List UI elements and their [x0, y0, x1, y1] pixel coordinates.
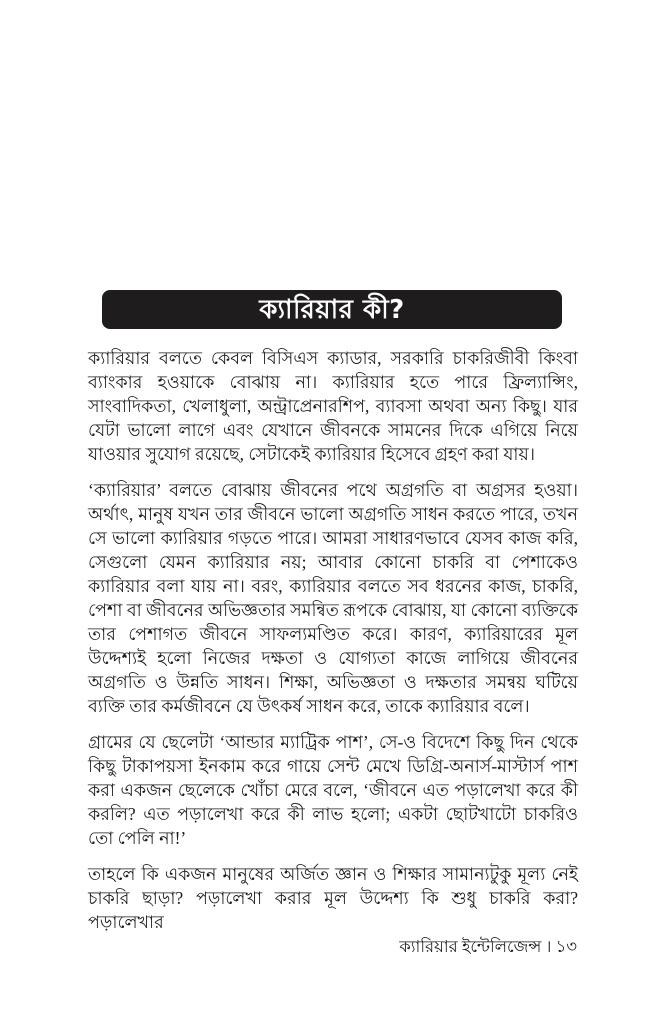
chapter-title-bar [102, 290, 562, 329]
footer-separator: । [541, 937, 556, 956]
paragraph-3: গ্রামের যে ছেলেটা ‘আন্ডার ম্যাট্রিক পাশ’, সে-ও বিদেশে কিছু দিন থেকে কিছু টাকাপয়সা ইনকাম করে গায়ে সেন্ট মেখে ডিগ্রি-অনার্স-মাস্টার্স পাশ করা একজন ছেলেকে খোঁচা মেরে বলে, ‘জীবনে এত পড়ালেখা করে কী করলি? এত পড়ালেখা করে কী লাভ হলো; একটা ছোটখাটো চাকরিও তো পেলি না!’ [88, 732, 578, 848]
footer-page-number: ১৩ [555, 937, 577, 956]
paragraph-1: ক্যারিয়ার বলতে কেবল বিসিএস ক্যাডার, সরকারি চাকরিজীবী কিংবা ব্যাংকার হওয়াকে বোঝায় না। ক্যারিয়ার হতে পারে ফ্রিল্যান্সিং, সাংবাদিকতা, খেলাধুলা, অন্ট্রাপ্রেনারশিপ, ব্যাবসা অথবা অন্য কিছু। যার যেটা ভালো লাগে এবং যেখানে জীবনকে সামনের দিকে এগিয়ে নিয়ে যাওয়ার সুযোগ রয়েছে, সেটাকেই ক্যারিয়ার হিসেবে গ্রহণ করা যায়। [88, 348, 578, 464]
footer-book-title: ক্যারিয়ার ইন্টেলিজেন্স [399, 937, 542, 956]
chapter-title: ক্যারিয়ার কী? [259, 294, 405, 325]
body-text [88, 346, 578, 934]
page-footer [87, 936, 577, 958]
paragraph-2: ‘ক্যারিয়ার’ বলতে বোঝায় জীবনের পথে অগ্রগতি বা অগ্রসর হওয়া। অর্থাৎ, মানুষ যখন তার জীবনে ভালো অগ্রগতি সাধন করতে পারে, তখন সে ভালো ক্যারিয়ার গড়তে পারে। আমরা সাধারণভাবে যেসব কাজ করি, সেগুলো যেমন ক্যারিয়ার নয়; আবার কোনো চাকরি বা পেশাকেও ক্যারিয়ার বলা যায় না। বরং, ক্যারিয়ার বলতে সব ধরনের কাজ, চাকরি, পেশা বা জীবনের অভিজ্ঞতার সমন্বিত রূপকে বোঝায়, যা কোনো ব্যক্তিকে তার পেশাগত জীবনে সাফল্যমণ্ডিত করে। কারণ, ক্যারিয়ারের মূল উদ্দেশ্যই হলো নিজের দক্ষতা ও যোগ্যতা কাজে লাগিয়ে জীবনের অগ্রগতি ও উন্নতি সাধন। শিক্ষা, অভিজ্ঞতা ও দক্ষতার সমন্বয় ঘটিয়ে ব্যক্তি তার কর্মজীবনে যে উৎকর্ষ সাধন করে, তাকে ক্যারিয়ার বলে। [88, 480, 578, 716]
paragraph-4: তাহলে কি একজন মানুষের অর্জিত জ্ঞান ও শিক্ষার সামান্যটুকু মূল্য নেই চাকরি ছাড়া? পড়ালেখা করার মূল উদ্দেশ্য কি শুধু চাকরি করা? পড়ালেখার [88, 864, 578, 932]
